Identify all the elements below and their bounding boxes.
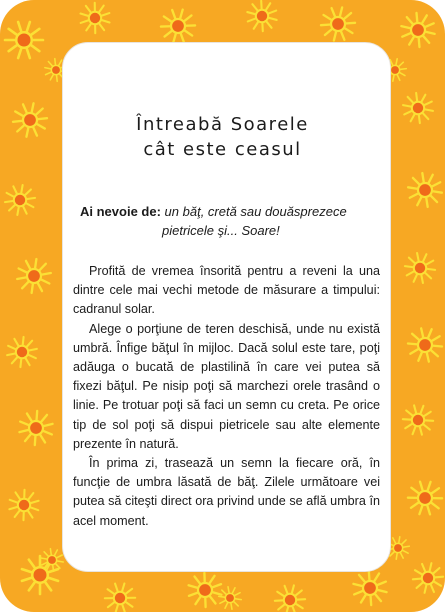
title-line-1: Întreabă Soarele [136, 114, 309, 135]
instructions-text [73, 262, 380, 531]
sun-icon [19, 411, 52, 445]
sun-icon [413, 563, 443, 593]
materials-needed [80, 202, 380, 240]
sun-icon [5, 22, 43, 58]
materials-value-line-1: un băţ, cretă sau douăsprezece [164, 204, 347, 219]
sun-icon [321, 7, 355, 40]
paragraph: Alege o porţiune de teren deschisă, unde nu există umbră. Înfige băţul în mijloc. Dacă solul este tare, poţi adăuga o bucată de plastilină în care vei putea să fixezi băţul. Pe nisip poţi să marchezi orele trasând o linie. Pe trotuar poţi să faci un semn cu creta. Pe orice tip de sol poţi să dispui pietricele sau alte elemente prezente în natură. [73, 321, 380, 451]
sun-icon [408, 328, 442, 361]
sun-icon [405, 253, 435, 283]
sun-icon [219, 587, 242, 609]
paragraph: Profită de vremea însorită pentru a reveni la una dintre cele mai vechi metode de măsurare a timpului: cadranul solar. [73, 264, 380, 317]
sun-icon [5, 185, 35, 215]
materials-label: Ai nevoie de: [80, 204, 161, 219]
sun-icon [401, 13, 434, 47]
card-title [0, 112, 445, 162]
materials-value-line-2: pietricele şi... Soare! [162, 223, 280, 238]
sun-icon [408, 173, 442, 207]
sun-icon [353, 571, 386, 605]
sun-icon [189, 573, 222, 607]
sun-icon [161, 10, 195, 43]
sun-icon [17, 259, 51, 293]
sun-icon [80, 3, 109, 33]
sun-icon [9, 490, 38, 520]
sun-icon [275, 585, 305, 612]
sun-icon [105, 583, 135, 612]
sun-icon [403, 405, 433, 434]
sun-icon [7, 337, 37, 367]
title-line-2: cât este ceasul [143, 139, 302, 160]
sun-icon [247, 1, 276, 31]
sun-icon [408, 482, 442, 515]
paragraph: În prima zi, trasează un semn la fiecare oră, în funcţie de umbra lăsată de băţ. Zilele următoare vei putea să citeşti direct ora privind unde se află umbra în acel moment. [73, 456, 380, 528]
